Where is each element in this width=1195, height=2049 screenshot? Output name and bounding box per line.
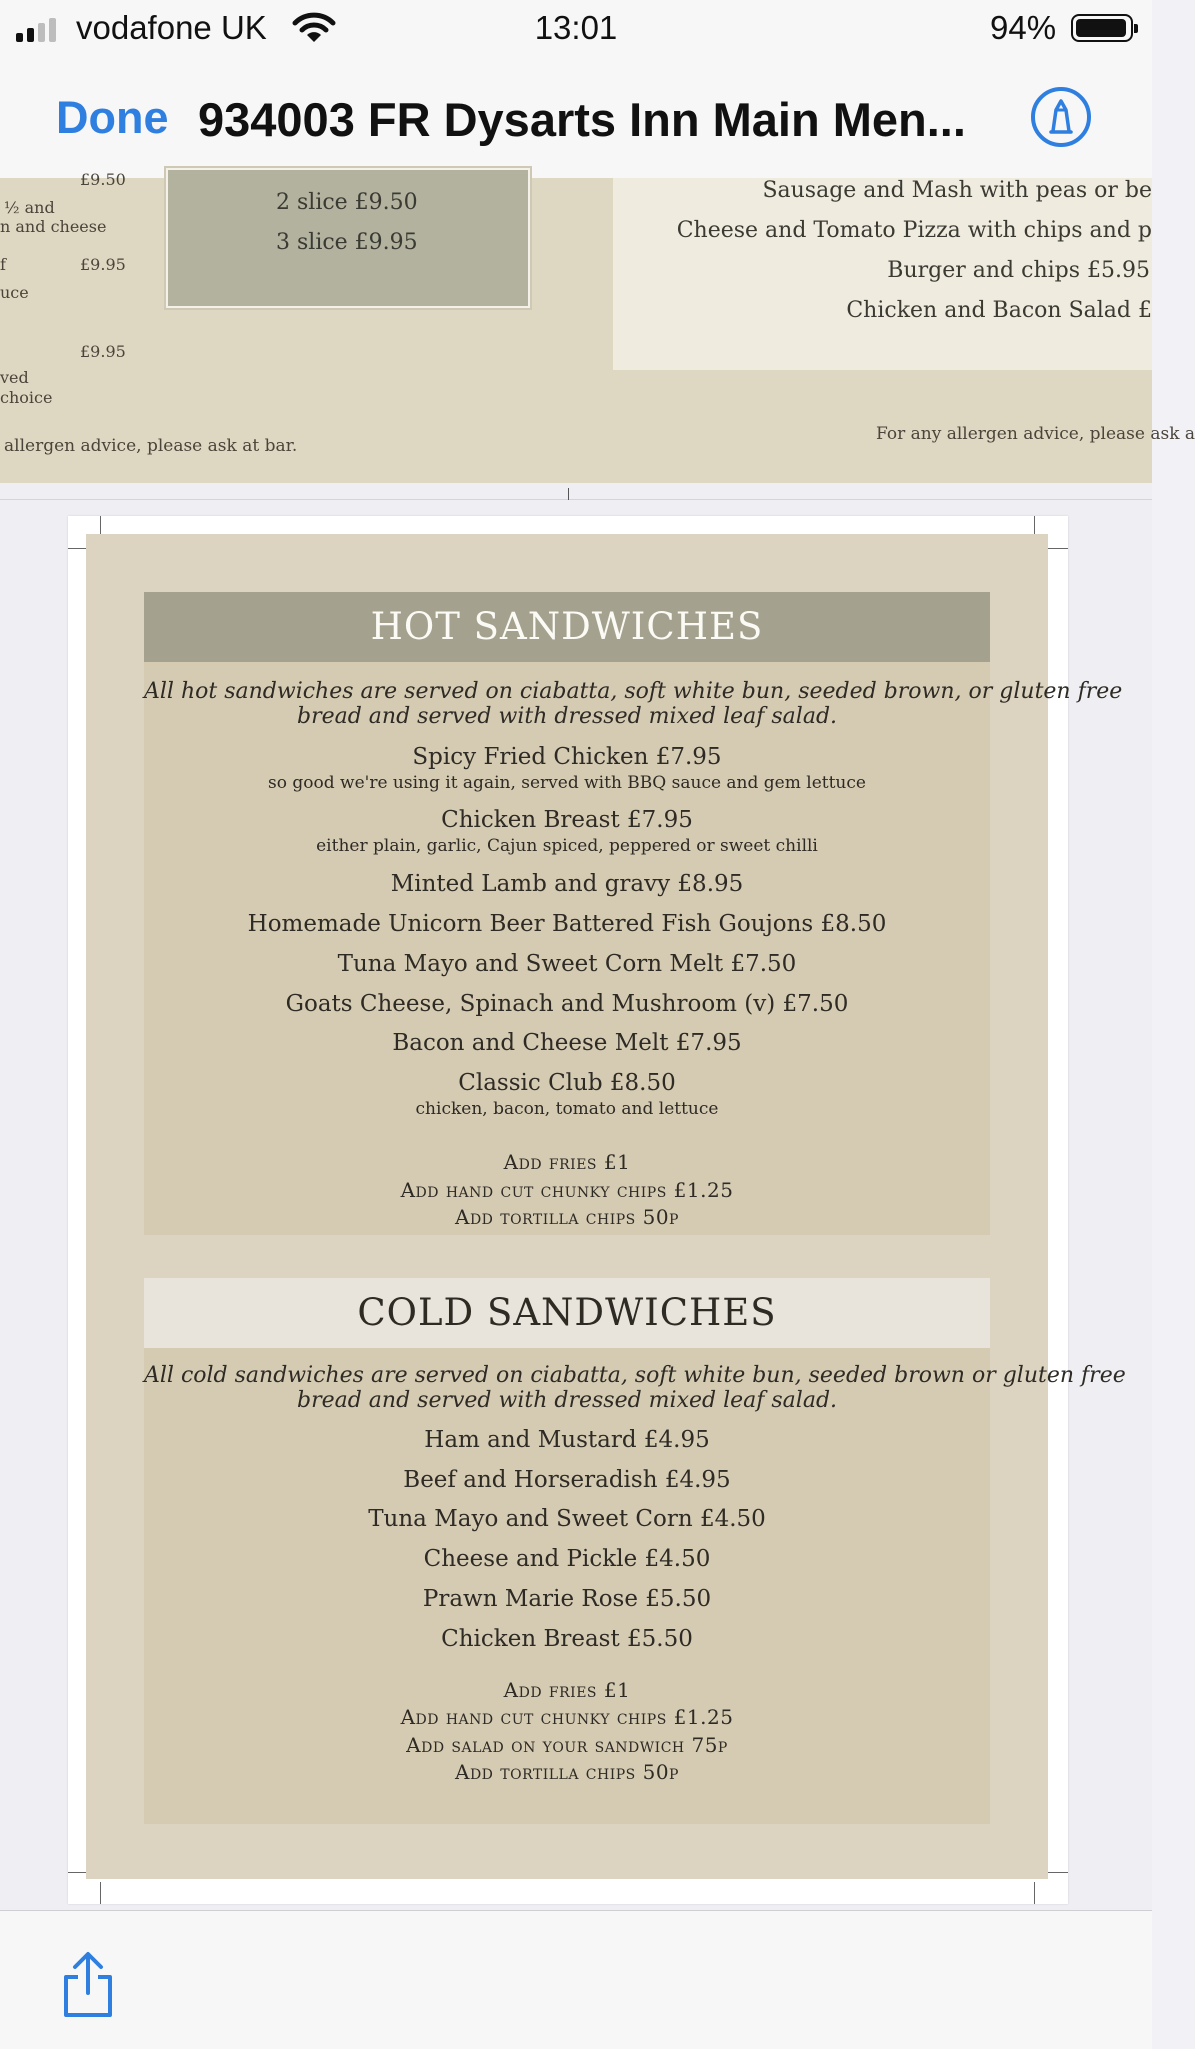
cold-sandwiches-section	[144, 1348, 1126, 1824]
prev-text: ved	[0, 368, 29, 387]
prev-text: £9.50	[80, 170, 126, 189]
menu-item-description: chicken, bacon, tomato and lettuce	[415, 1099, 719, 1119]
prev-kids-item: Burger and chips £5.95	[887, 258, 1150, 283]
menu-item: Goats Cheese, Spinach and Mushroom (v) £7.50	[285, 991, 849, 1017]
menu-sheet	[86, 534, 1126, 1879]
section-intro: bread and served with dressed mixed leaf salad.	[296, 704, 838, 729]
prev-kids-item: Sausage and Mash with peas or be	[762, 178, 1152, 203]
previous-page	[0, 170, 1195, 483]
menu-item: Prawn Marie Rose £5.50	[422, 1586, 712, 1612]
menu-item: Beef and Horseradish £4.95	[403, 1467, 731, 1493]
menu-item: Cheese and Pickle £4.50	[423, 1546, 711, 1572]
addon-option: Add fries £1	[503, 1150, 631, 1174]
menu-item-description: either plain, garlic, Cajun spiced, peppered or sweet chilli	[316, 836, 818, 856]
addon-option: Add hand cut chunky chips £1.25	[400, 1705, 734, 1729]
menu-item: Tuna Mayo and Sweet Corn £4.50	[368, 1506, 766, 1532]
menu-item: Tuna Mayo and Sweet Corn Melt £7.50	[337, 951, 797, 977]
addon-option: Add tortilla chips 50p	[455, 1760, 679, 1784]
battery-icon	[1071, 14, 1133, 42]
section-title: HOT SANDWICHES	[370, 605, 764, 648]
prev-kids-item: Chicken and Bacon Salad £	[846, 298, 1152, 323]
prev-slice-price: 2 slice £9.50	[276, 190, 418, 215]
addon-option: Add fries £1	[503, 1678, 631, 1702]
crop-mark	[1034, 1882, 1035, 1904]
share-icon[interactable]	[58, 1949, 118, 2021]
addon-option: Add salad on your sandwich 75p	[406, 1733, 728, 1757]
prev-allergen-note: For any allergen advice, please ask a	[876, 424, 1195, 444]
hot-sandwiches-header	[144, 592, 990, 662]
menu-item-description: so good we're using it again, served with BBQ sauce and gem lettuce	[268, 773, 866, 793]
menu-item: Ham and Mustard £4.95	[424, 1427, 710, 1453]
page-separator	[0, 499, 1152, 500]
prev-text: uce	[0, 283, 29, 302]
menu-item: Chicken Breast £7.95	[441, 807, 693, 833]
menu-item: Chicken Breast £5.50	[441, 1626, 693, 1652]
battery-percent: 94%	[990, 9, 1057, 46]
document-title: 934003 FR Dysarts Inn Main Men...	[198, 93, 966, 146]
menu-item: Classic Club £8.50	[458, 1070, 676, 1096]
bottom-toolbar	[0, 1910, 1152, 2049]
pdf-viewport[interactable]	[0, 170, 1195, 1910]
prev-kids-item: Cheese and Tomato Pizza with chips and p	[676, 218, 1152, 243]
prev-text: £9.95	[80, 342, 126, 361]
cold-sandwiches-header	[144, 1278, 990, 1348]
done-button[interactable]: Done	[56, 92, 169, 143]
clock: 13:01	[534, 9, 618, 46]
prev-allergen-note: allergen advice, please ask at bar.	[4, 436, 298, 456]
menu-item: Bacon and Cheese Melt £7.95	[392, 1030, 742, 1056]
prev-slice-panel	[166, 168, 530, 308]
prev-text: n and cheese	[0, 217, 107, 236]
menu-item: Spicy Fried Chicken £7.95	[412, 744, 722, 770]
status-bar	[0, 0, 1152, 56]
crop-mark	[1046, 548, 1068, 549]
section-title: COLD SANDWICHES	[357, 1291, 777, 1334]
pdf-page	[68, 516, 1126, 1904]
section-intro: bread and served with dressed mixed leaf salad.	[296, 1388, 838, 1413]
crop-mark	[100, 1882, 101, 1904]
prev-text: ½ and	[4, 198, 55, 217]
prev-kids-panel	[613, 178, 1152, 370]
crop-mark	[1046, 1872, 1068, 1873]
prev-text: choice	[0, 388, 53, 407]
carrier-name: vodafone UK	[76, 9, 267, 46]
navigation-bar	[0, 56, 1152, 179]
prev-text: £9.95	[80, 255, 126, 274]
hot-sandwiches-section	[144, 662, 1123, 1235]
markup-pen-icon[interactable]	[1030, 86, 1092, 148]
section-intro: All hot sandwiches are served on ciabatta, soft white bun, seeded brown, or gluten free	[144, 679, 1123, 704]
section-intro: All cold sandwiches are served on ciabatta, soft white bun, seeded brown or gluten free	[144, 1363, 1126, 1388]
prev-slice-price: 3 slice £9.95	[276, 230, 418, 255]
menu-item: Homemade Unicorn Beer Battered Fish Goujons £8.50	[247, 911, 887, 937]
crop-mark	[568, 488, 569, 500]
prev-text: f	[0, 255, 6, 274]
addon-option: Add tortilla chips 50p	[455, 1205, 679, 1229]
addon-option: Add hand cut chunky chips £1.25	[400, 1178, 734, 1202]
menu-item: Minted Lamb and gravy £8.95	[390, 871, 744, 897]
